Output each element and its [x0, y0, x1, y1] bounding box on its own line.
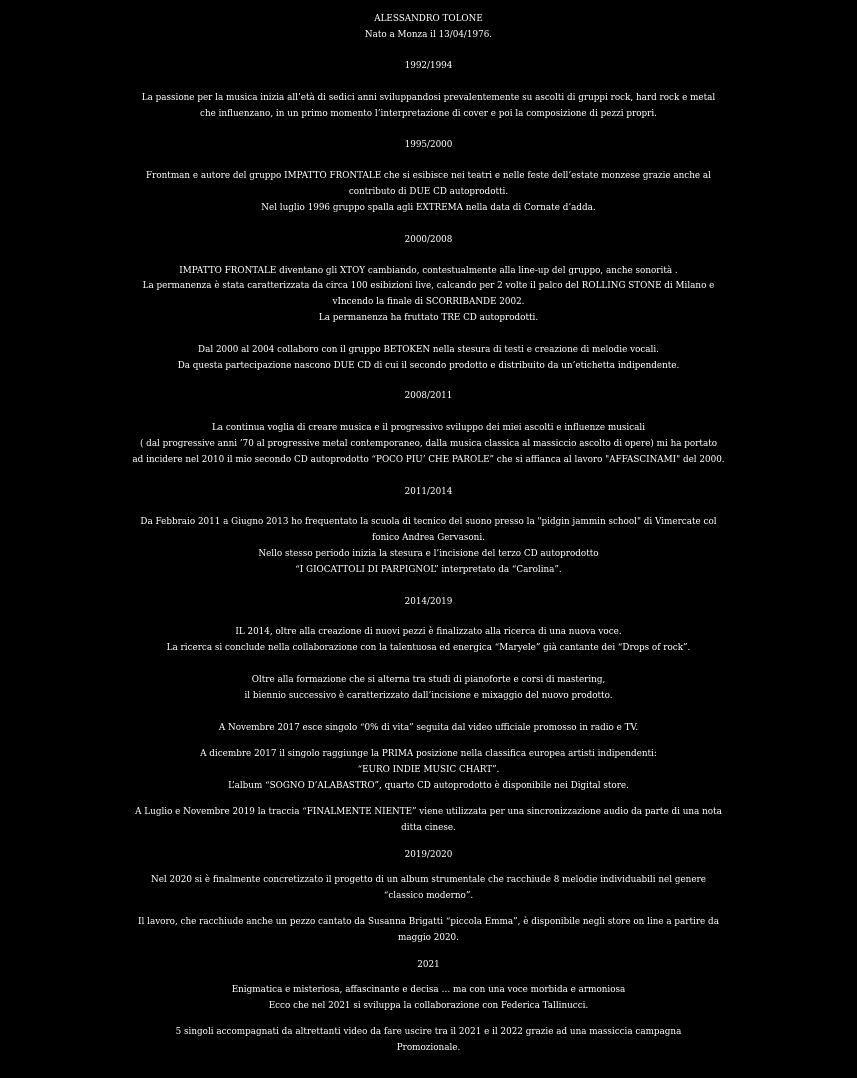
period-heading-2000-2008: 2000/2008	[404, 235, 453, 245]
paragraph-line: ad incidere nel 2010 il mio secondo CD autoprodotto “POCO PIU’ CHE PAROLE” che si affianca al lavoro "AFFASCINAMI" del 2000.	[132, 455, 725, 465]
paragraph-line: ( dal progressive anni ’70 al progressive metal contemporaneo, dalla musica classica al massiccio ascolto di opere) mi ha portato	[139, 439, 718, 449]
paragraph-line: A Luglio e Novembre 2019 la traccia “FINALMENTE NIENTE” viene utilizzata per una sincronizzazione audio da parte di una nota	[135, 807, 722, 817]
paragraph-line: Ecco che nel 2021 si sviluppa la collaborazione con Federica Tallinucci.	[268, 1001, 589, 1011]
paragraph-line: IMPATTO FRONTALE diventano gli XTOY cambiando, contestualmente alla line-up del gruppo, anche sonorità .	[179, 266, 678, 276]
paragraph-line: Da Febbraio 2011 a Giugno 2013 ho frequentato la scuola di tecnico del suono presso la "pidgin jammin school" di Vimercate col	[140, 517, 717, 527]
paragraph-line: Promozionale.	[396, 1043, 461, 1053]
period-heading-2014-2019: 2014/2019	[404, 597, 453, 607]
paragraph-line: 5 singoli accompagnati da altrettanti video da fare uscire tra il 2021 e il 2022 grazie ad una massiccia campagna	[175, 1027, 682, 1037]
paragraph-line: Nel luglio 1996 gruppo spalla agli EXTREMA nella data di Cornate d’adda.	[261, 203, 596, 213]
paragraph-line: L’album “SOGNO D’ALABASTRO”, quarto CD autoprodotto è disponibile nei Digital store.	[228, 781, 629, 791]
paragraph-line: La permanenza ha fruttato TRE CD autoprodotti.	[318, 313, 539, 323]
paragraph-line: fonico Andrea Gervasoni.	[372, 533, 485, 543]
artist-name: ALESSANDRO TOLONE	[374, 14, 483, 24]
paragraph-line: “classico moderno”.	[383, 891, 474, 901]
paragraph-line: “I GIOCATTOLI DI PARPIGNOL” interpretato da “Carolina”.	[295, 565, 562, 575]
paragraph-line: vIncendo la finale di SCORRIBANDE 2002.	[332, 297, 525, 307]
paragraph-line: La passione per la musica inizia all’età di sedici anni sviluppandosi prevalentemente su ascolti di gruppi rock, hard rock e metal	[141, 93, 716, 103]
paragraph-line: “EURO INDIE MUSIC CHART”.	[357, 765, 500, 775]
period-heading-1995-2000: 1995/2000	[404, 140, 453, 150]
paragraph-line: ditta cinese.	[401, 823, 456, 833]
paragraph-line: La continua voglia di creare musica e il progressivo sviluppo dei miei ascolti e influenze musicali	[211, 423, 646, 433]
paragraph-line: La permanenza è stata caratterizzata da circa 100 esibizioni live, calcando per 2 volte il palco del ROLLING STONE di Milano e	[142, 281, 715, 291]
paragraph-line: Enigmatica e misteriosa, affascinante e decisa … ma con una voce morbida e armoniosa	[231, 985, 626, 995]
paragraph-line: Da questa partecipazione nascono DUE CD di cui il secondo prodotto e distribuito da un’etichetta indipendente.	[177, 361, 680, 371]
period-heading-2011-2014: 2011/2014	[404, 487, 453, 497]
paragraph-line: Il lavoro, che racchiude anche un pezzo cantato da Susanna Brigatti “piccola Emma”, è disponibile negli store on line a partire da	[138, 917, 719, 927]
paragraph-line: Nello stesso periodo inizia la stesura e l’incisione del terzo CD autoprodotto	[258, 549, 599, 559]
paragraph-line: Nel 2020 si è finalmente concretizzato il progetto di un album strumentale che racchiude 8 melodie individuabili nel genere	[151, 875, 706, 885]
paragraph-line: il biennio successivo è caratterizzato dall’incisione e mixaggio del nuovo prodotto.	[244, 691, 613, 701]
period-heading-1992-1994: 1992/1994	[404, 61, 453, 71]
paragraph-line: IL 2014, oltre alla creazione di nuovi pezzi è finalizzato alla ricerca di una nuova voce.	[235, 627, 622, 637]
period-heading-2008-2011: 2008/2011	[404, 391, 453, 401]
period-heading-2021: 2021	[417, 960, 440, 970]
paragraph-line: che influenzano, in un primo momento l’interpretazione di cover e poi la composizione di pezzi propri.	[200, 109, 657, 119]
paragraph-line: A Novembre 2017 esce singolo “0% di vita” seguita dal video ufficiale promosso in radio e TV.	[218, 723, 639, 733]
paragraph-line: Frontman e autore del gruppo IMPATTO FRONTALE che si esibisce nei teatri e nelle feste dell’estate monzese grazie anche al	[146, 171, 711, 181]
paragraph-line: Oltre alla formazione che si alterna tra studi di pianoforte e corsi di mastering,	[251, 675, 606, 685]
paragraph-line: Dal 2000 al 2004 collaboro con il gruppo BETOKEN nella stesura di testi e creazione di melodie vocali.	[198, 345, 659, 355]
paragraph-line: contributo di DUE CD autoprodotti.	[348, 187, 509, 197]
period-heading-2019-2020: 2019/2020	[404, 850, 453, 860]
paragraph-line: A dicembre 2017 il singolo raggiunge la PRIMA posizione nella classifica europea artisti indipendenti:	[200, 749, 657, 759]
paragraph-line: La ricerca si conclude nella collaborazione con la talentuosa ed energica “Maryele” già cantante dei “Drops of rock”.	[166, 643, 691, 653]
paragraph-line: maggio 2020.	[398, 933, 459, 943]
birth-info: Nato a Monza il 13/04/1976.	[364, 30, 493, 40]
